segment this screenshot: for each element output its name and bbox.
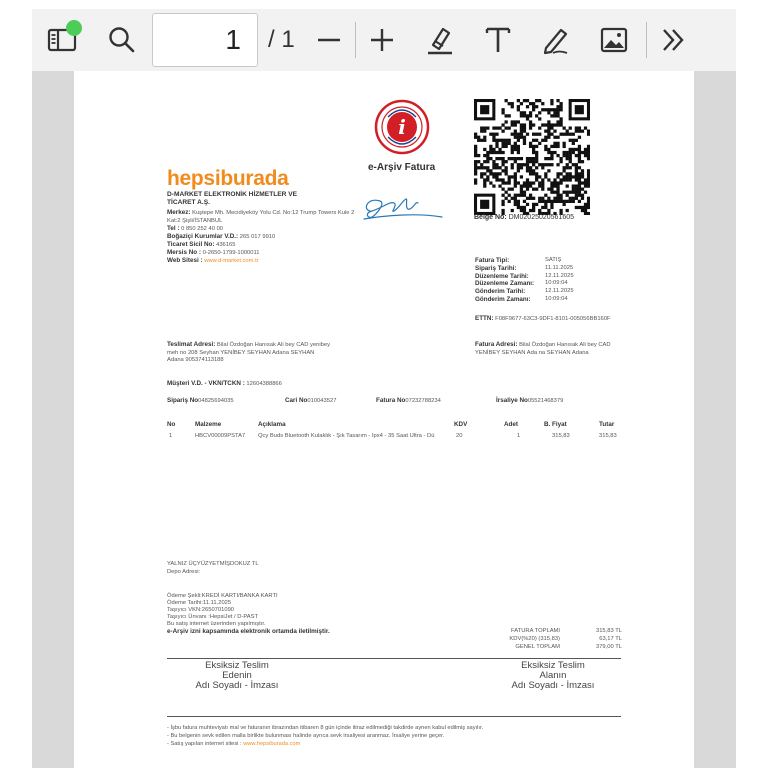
e-arsiv-label: e-Arşiv Fatura: [368, 162, 436, 173]
tel-row: [167, 225, 367, 233]
ettn-value: F08F9677-63C3-9DF1-8101-005056BB160F: [495, 316, 611, 322]
info-value: 10:09:04: [545, 295, 568, 302]
info-key: Gönderim Tarihi:: [475, 288, 526, 296]
irsaliye-value: 05521468379: [527, 398, 564, 404]
siparis-value: 04825694035: [198, 398, 234, 404]
teslimat-value: Bilal Özdoğan Hanısak Ali bey CAD yenibey meh no 208 Seyhan YENİBEY SEYHAN Adana SEYHAN Adana 905374113188: [167, 342, 331, 364]
info-row: [475, 273, 574, 281]
payment-line: Taşıyıcı VKN:2650701090: [167, 607, 235, 613]
info-key: Sipariş Tarihi:: [475, 264, 517, 272]
highlight-button[interactable]: [416, 16, 464, 64]
note-text: - Satış yapılan internet sitesi :: [167, 741, 242, 747]
info-row: [475, 257, 574, 265]
info-value: 11.11.2025: [545, 264, 574, 271]
fatura-no: [376, 397, 441, 404]
divider: [646, 22, 647, 58]
minus-icon: [312, 23, 346, 57]
info-value: 10:09:04: [545, 280, 568, 287]
document-viewer[interactable]: [32, 71, 736, 768]
fatura-no-value: 07232788234: [405, 398, 441, 404]
total-label: GENEL TOPLAM: [515, 644, 560, 650]
teslim-eden-line1: Eksiksiz Teslim Edenin: [205, 660, 269, 681]
col-header-adet: Adet: [504, 421, 518, 428]
teslim-eden-line2: Adı Soyadı - İmzası: [195, 680, 279, 691]
ettn: [475, 315, 615, 323]
fatura-no-label: Fatura No: [376, 397, 406, 404]
info-row: [475, 265, 574, 273]
cell-tutar: 315,83: [599, 433, 617, 439]
siparis-no: [167, 397, 234, 404]
info-row: [475, 280, 574, 288]
zoom-out-button[interactable]: [305, 16, 353, 64]
search-icon: [105, 23, 139, 57]
image-icon: [597, 23, 631, 57]
info-key: Düzenleme Zamanı:: [475, 280, 535, 288]
cell-aciklama: Qcy Buds Bluetooth Kulaklık - Şık Tasarım - Ipx4 - 35 Saat Ultra - Dü: [258, 433, 435, 439]
cell-adet: 1: [517, 433, 521, 439]
notification-dot: [66, 20, 82, 36]
mersis-row: [167, 249, 367, 257]
musteri-vd: [167, 380, 282, 389]
fatura-adresi: [475, 341, 625, 357]
merkez-row: [167, 209, 367, 225]
e-arsiv-notice: e-Arşiv izni kapsamında elektronik ortamda iletilmiştir.: [167, 628, 330, 635]
payment-line: Taşıyıcı Ünvanı :HepsiJet / D-PAST: [167, 614, 259, 620]
payment-line: Ödeme Şekli:KREDİ KARTI/BANKA KARTI: [167, 593, 278, 599]
web-link[interactable]: www.d-market.com.tr: [204, 258, 259, 264]
info-row: [475, 288, 574, 296]
payment-info: [167, 593, 330, 636]
sicil-row: [167, 241, 367, 249]
note-line: - Bu belgenin sevk edilen malla birlikte bulunması halinde ayrıca sevk irsaliyesi aranmaz. İrsaliye yerine geçer.: [167, 733, 445, 739]
search-button[interactable]: [98, 16, 146, 64]
info-key: Düzenleme Tarihi:: [475, 272, 529, 280]
totals: [454, 627, 622, 651]
sidebar-toggle-button[interactable]: [38, 16, 86, 64]
total-label: KDV(%20) (315,83): [509, 636, 560, 642]
info-value: 12.11.2025: [545, 272, 574, 279]
divider-line: [167, 658, 621, 659]
footer-notes: [167, 724, 483, 748]
pdf-page: [74, 71, 694, 768]
divider: [355, 22, 356, 58]
pencil-icon: [539, 23, 573, 57]
info-value: SATIŞ: [545, 257, 562, 263]
cari-no: [285, 397, 336, 404]
total-row: [454, 627, 622, 635]
text-tool-button[interactable]: [474, 16, 522, 64]
col-header-kdv: KDV: [454, 421, 468, 428]
col-header-aciklama: Açıklama: [258, 421, 286, 428]
seller-info: [167, 209, 367, 265]
tel-label: Tel :: [167, 225, 180, 232]
hepsiburada-link[interactable]: www.hepsiburada.com: [243, 741, 301, 747]
col-header-malzeme: Malzeme: [195, 421, 222, 428]
gib-seal-logo: [374, 99, 430, 155]
payment-line: Bu satış internet üzerinden yapılmıştır.: [167, 621, 266, 627]
more-tools-button[interactable]: [649, 16, 697, 64]
teslim-alan-line1: Eksiksiz Teslim Alanın: [521, 660, 585, 681]
merkez-value: Kuştepe Mh. Mecidiyeköy Yolu Cd. No:12 Trump Towers Kule 2 Kat:2 Şişli/İSTANBUL: [167, 210, 355, 224]
payment-line: Ödeme Tarihi:11.11.2025: [167, 600, 232, 606]
info-row: [475, 296, 574, 304]
text-icon: [481, 23, 515, 57]
page-total: / 1: [268, 26, 295, 53]
info-value: 12.11.2025: [545, 288, 574, 295]
fatura-adres-label: Fatura Adresi:: [475, 341, 518, 348]
teslim-alan: [508, 661, 598, 691]
signature-image: [358, 189, 448, 223]
cari-value: 010043527: [307, 398, 337, 404]
teslim-eden: [192, 661, 282, 691]
total-value: 379,00 TL: [595, 644, 622, 650]
zoom-in-button[interactable]: [358, 16, 406, 64]
invoice-info: [475, 257, 574, 304]
insert-image-button[interactable]: [590, 16, 638, 64]
musteri-label: Müşteri V.D. - VKN/TCKN :: [167, 380, 245, 387]
sicil-value: 436165: [216, 242, 236, 248]
note-line: - İşbu fatura muhteviyatı mal ve faturanın ibrazından itibaren 8 gün içinde itiraz edilmediği takdirde aynen kabul edilmiş sayılır.: [167, 725, 484, 731]
plus-icon: [365, 23, 399, 57]
vd-label: Boğaziçi Kurumlar V.D.:: [167, 233, 239, 240]
info-key: Gönderim Zamanı:: [475, 295, 531, 303]
tel-value: 0 850 252 40 00: [181, 226, 224, 232]
musteri-value: 12604388866: [246, 381, 282, 387]
cell-malzeme: HBCV00009PSTA7: [195, 433, 246, 439]
belge-no: [474, 214, 574, 221]
total-label: FATURA TOPLAMI: [511, 628, 560, 634]
total-row: [454, 635, 622, 643]
total-value: 63,17 TL: [599, 636, 622, 642]
fatura-adres-value: Bilal Özdoğan Hanısak Ali bey CAD YENİBEY SEYHAN Ada na SEYHAN Adana: [475, 342, 611, 356]
belge-no-value: DM02025020561605: [508, 214, 575, 221]
qr-code: [474, 99, 590, 215]
siparis-label: Sipariş No: [167, 397, 199, 404]
mersis-value: 0-2650-1799-1000011: [202, 250, 260, 256]
teslimat-adresi: [167, 341, 332, 365]
web-row: [167, 257, 367, 265]
col-header-tutar: Tutar: [599, 421, 615, 428]
mersis-label: Mersis No :: [167, 249, 201, 256]
highlighter-icon: [423, 23, 457, 57]
belge-no-label: Belge No:: [474, 214, 507, 221]
note-line: [167, 740, 483, 748]
page-number-input[interactable]: [152, 13, 258, 67]
irsaliye-label: İrsaliye No: [496, 397, 528, 404]
depo-adresi: Depo Adresi:: [167, 569, 201, 575]
divider-line: [167, 716, 621, 717]
web-label: Web Sitesi :: [167, 257, 203, 264]
pdf-toolbar: [32, 9, 736, 71]
svg-text:i: i: [398, 115, 406, 139]
col-header-bfiyat: B. Fiyat: [544, 421, 567, 428]
vd-row: [167, 233, 367, 241]
total-row: [454, 643, 622, 651]
company-name: D-MARKET ELEKTRONİK HİZMETLER VE TİCARET A.Ş.: [167, 191, 298, 206]
teslimat-label: Teslimat Adresi:: [167, 341, 216, 348]
sicil-label: Ticaret Sicil No:: [167, 241, 215, 248]
cell-bfiyat: 315,83: [552, 433, 570, 439]
page-current: 1: [225, 24, 241, 55]
amount-in-words: YALNIZ ÜÇYÜZYETMİŞDOKUZ TL: [167, 561, 259, 567]
double-chevron-right-icon: [656, 23, 690, 57]
vd-value: 265 017 9910: [239, 234, 276, 240]
cell-kdv: 20: [456, 433, 463, 439]
merkez-label: Merkez:: [167, 209, 191, 216]
teslim-alan-line2: Adı Soyadı - İmzası: [511, 680, 595, 691]
brand-logo-text: hepsiburada: [167, 167, 289, 190]
cari-label: Cari No: [285, 397, 308, 404]
draw-button[interactable]: [532, 16, 580, 64]
col-header-no: No: [167, 421, 176, 428]
total-value: 315,83 TL: [595, 628, 622, 634]
cell-no: 1: [169, 433, 173, 439]
irsaliye-no: [496, 397, 563, 404]
info-key: Fatura Tipi:: [475, 257, 510, 264]
ettn-label: ETTN:: [475, 315, 494, 322]
